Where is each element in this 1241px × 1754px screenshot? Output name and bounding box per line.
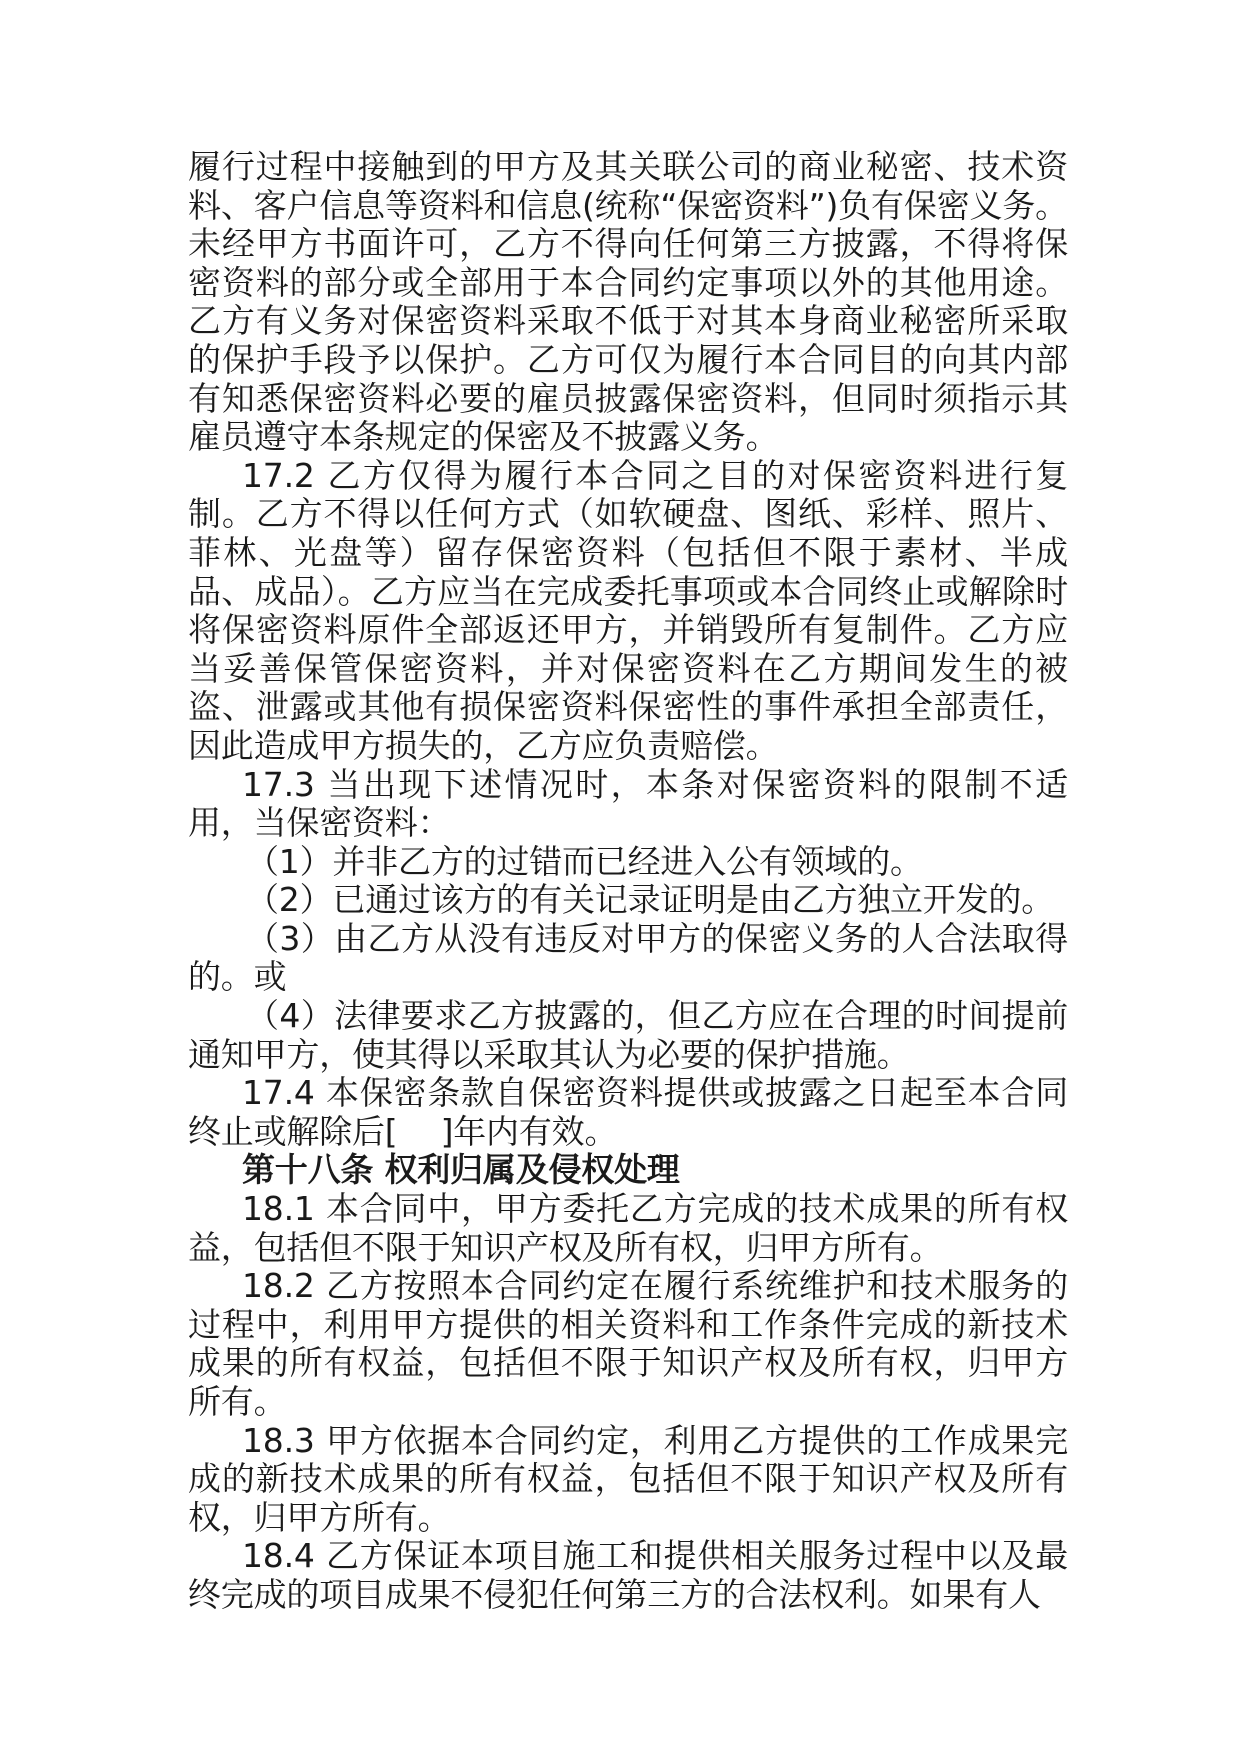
list-item-1: （1）并非乙方的过错而已经进入公有领域的。 [246, 841, 923, 881]
paragraph-18-2: 18.2 乙方按照本合同约定在履行系统维护和技术服务的过程中，利用甲方提供的相关资料和工作条件完成的新技术成果的所有权益，包括但不限于知识产权及所有权，归甲方所有。 [188, 1266, 1068, 1421]
list-item-4: （4）法律要求乙方披露的，但乙方应在合理的时间提前通知甲方，使其得以采取其认为必要的保护措施。 [188, 996, 1068, 1074]
paragraph-18-4: 18.4 乙方保证本项目施工和提供相关服务过程中以及最终完成的项目成果不侵犯任何第三方的合法权利。如果有人 [188, 1536, 1068, 1614]
paragraph-18-3: 18.3 甲方依据本合同约定，利用乙方提供的工作成果完成的新技术成果的所有权益，包括但不限于知识产权及所有权，归甲方所有。 [188, 1420, 1068, 1537]
document-page [188, 148, 1068, 1615]
paragraph-18-1: 18.1 本合同中，甲方委托乙方完成的技术成果的所有权益，包括但不限于知识产权及所有权，归甲方所有。 [188, 1189, 1068, 1267]
list-item-3: （3）由乙方从没有违反对甲方的保密义务的人合法取得的。或 [188, 918, 1068, 997]
section-heading-article-18: 第十八条 权利归属及侵权处理 [242, 1150, 680, 1190]
paragraph-17-3: 17.3 当出现下述情况时，本条对保密资料的限制不适用，当保密资料： [188, 764, 1068, 843]
paragraph-17-4: 17.4 本保密条款自保密资料提供或披露之日起至本合同终止或解除后[ ]年内有效。 [188, 1073, 1068, 1151]
list-item-2: （2）已通过该方的有关记录证明是由乙方独立开发的。 [246, 880, 1054, 920]
paragraph-17-2: 17.2 乙方仅得为履行本合同之目的对保密资料进行复制。乙方不得以任何方式（如软硬盘、图纸、彩样、照片、菲林、光盘等）留存保密资料（包括但不限于素材、半成品、成品）。乙方应当在完成委托事项或本合同终止或解除时将保密资料原件全部返还甲方，并销毁所有复制件。乙方应当妥善保管保密资料，并对保密资料在乙方期间发生的被盗、泄露或其他有损保密资料保密性的事件承担全部责任，因此造成甲方损失的，乙方应负责赔偿。 [188, 455, 1068, 765]
paragraph-confidentiality-continued: 履行过程中接触到的甲方及其关联公司的商业秘密、技术资料、客户信息等资料和信息(统称“保密资料”)负有保密义务。未经甲方书面许可，乙方不得向任何第三方披露，不得将保密资料的部分或全部用于本合同约定事项以外的其他用途。乙方有义务对保密资料采取不低于对其本身商业秘密所采取的保护手段予以保护。乙方可仅为履行本合同目的向其内部有知悉保密资料必要的雇员披露保密资料，但同时须指示其雇员遵守本条规定的保密及不披露义务。 [188, 147, 1068, 457]
